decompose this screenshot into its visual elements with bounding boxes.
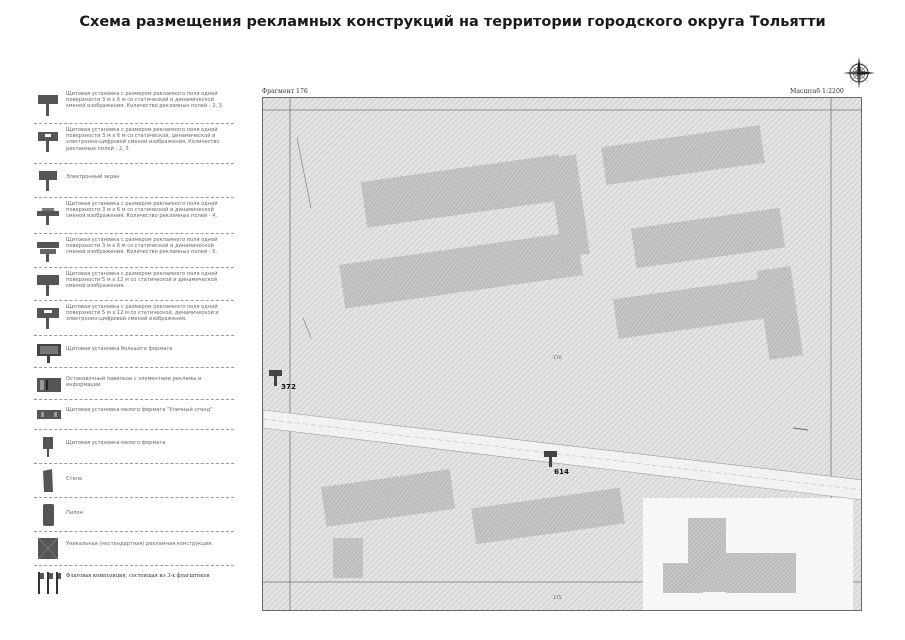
billboard-digital-icon [36, 128, 60, 152]
block-label: 175 [553, 596, 562, 601]
billboard-single-post-icon [36, 92, 60, 116]
legend-text: Щитовая установка большого формата [66, 346, 173, 352]
legend-text: Флаговая композиция, состоящая из 3-х флагштоков [66, 573, 210, 579]
legend-text: Уникальная (нестандартная) рекламная конструкция. [66, 541, 213, 547]
electronic-screen-icon [36, 168, 60, 192]
legend-item [34, 430, 234, 464]
bus-stop-pavilion-icon [36, 372, 60, 396]
legend-item [34, 301, 234, 336]
pylon-icon [36, 502, 60, 526]
sign-id-label[interactable]: 614 [554, 467, 570, 476]
block-label: 170 [553, 356, 562, 361]
legend-text: Щитовая установка с размером рекламного поля одной поверхности 3 м х 6 м со статической и динамической сменой изображения. Количество рекламных полей - 5. [66, 237, 218, 256]
legend-text: Щитовая установка с размером рекламного поля одной поверхности 3 м х 6 м со статической и динамической сменой изображения. Количество рекламных полей - 2, 3. [66, 91, 224, 110]
legend-item [34, 234, 234, 268]
legend-item [34, 498, 234, 532]
legend-text: Щитовая установка с размером рекламного поля одной поверхности 3 м х 6 м со статической, динамической и электронно-цифровой сменой изображения. Количество рекламных полей - 2, 3. [66, 127, 220, 152]
billboard-5x12-digital-icon [36, 305, 60, 329]
unique-structure-icon [36, 536, 60, 560]
legend-item [34, 198, 234, 234]
fragment-label: Фрагмент 176 [262, 88, 308, 95]
legend-text: Электронный экран [66, 174, 120, 180]
scale-label: Масштаб 1:2200 [790, 88, 844, 95]
legend-item [34, 88, 234, 124]
legend-item [34, 532, 234, 566]
large-format-billboard-icon [36, 340, 60, 364]
small-format-street-stand-icon [36, 404, 60, 428]
legend-item [34, 336, 234, 368]
billboard-5x12-icon [36, 272, 60, 296]
legend-text: Стела [66, 476, 83, 482]
legend-text: Щитовая установка малого формата "Уличный стенд" [66, 407, 213, 413]
legend-text: Щитовая установка с размером рекламного поля одной поверхности 5 м х 12 м со статической и динамической сменой изображения. [66, 271, 218, 290]
billboard-four-sided-icon [36, 202, 60, 226]
legend [34, 88, 234, 598]
legend-item [34, 400, 234, 430]
small-format-billboard-icon [36, 434, 60, 458]
legend-item [34, 268, 234, 301]
legend-item [34, 464, 234, 498]
legend-item [34, 368, 234, 400]
legend-item [34, 566, 234, 598]
legend-text: Остановочный павильон с элементами рекламы и информации. [66, 376, 202, 389]
legend-text: Щитовая установка с размером рекламного поля одной поверхности 3 м х 6 м со статической и динамической сменой изображения. Количество рекламных полей - 4. [66, 201, 218, 220]
legend-text: Щитовая установка с размером рекламного поля одной поверхности 5 м х 12 м со статической, динамической и электронно-цифровой сменой изображения. [66, 304, 219, 323]
map-canvas [263, 98, 862, 611]
sign-id-label[interactable]: 372 [281, 382, 297, 391]
billboard-five-sided-icon [36, 238, 60, 262]
map-fragment[interactable] [262, 97, 862, 611]
legend-text: Щитовая установка малого формата [66, 440, 166, 446]
compass-rose-icon [842, 56, 876, 90]
legend-text: Пилон [66, 510, 83, 516]
flag-composition-icon [36, 570, 60, 594]
legend-item [34, 164, 234, 198]
stela-icon [36, 468, 60, 492]
legend-item [34, 124, 234, 164]
page-title: Схема размещения рекламных конструкций на территории городского округа Тольятти [79, 14, 826, 30]
